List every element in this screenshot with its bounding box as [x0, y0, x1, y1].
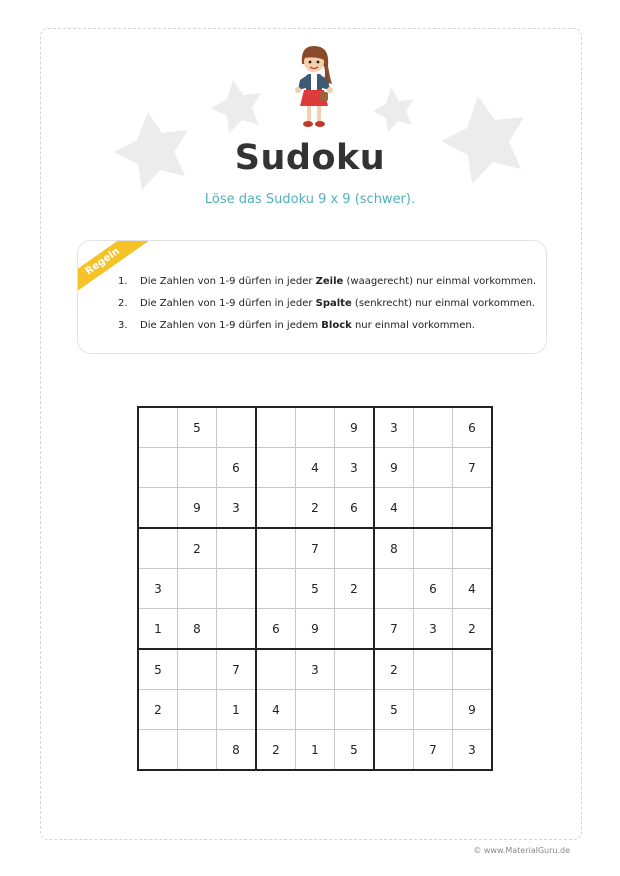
- sudoku-cell[interactable]: [414, 448, 453, 488]
- sudoku-cell: 6: [453, 407, 493, 448]
- rule-item: 3. Die Zahlen von 1-9 dürfen in jedem Block nur einmal vorkommen.: [118, 320, 475, 331]
- sudoku-row: [138, 528, 492, 569]
- sudoku-cell[interactable]: [414, 407, 453, 448]
- sudoku-cell[interactable]: [178, 448, 217, 488]
- sudoku-row: [138, 488, 492, 529]
- sudoku-cell[interactable]: [453, 488, 493, 529]
- sudoku-cell[interactable]: [453, 649, 493, 690]
- sudoku-cell: 3: [414, 609, 453, 650]
- sudoku-cell: 8: [217, 730, 257, 771]
- sudoku-cell[interactable]: [335, 609, 375, 650]
- sudoku-cell: 9: [335, 407, 375, 448]
- sudoku-cell[interactable]: [138, 448, 178, 488]
- sudoku-cell[interactable]: [217, 528, 257, 569]
- sudoku-cell: 3: [138, 569, 178, 609]
- sudoku-cell: 2: [256, 730, 296, 771]
- sudoku-cell[interactable]: [138, 488, 178, 529]
- sudoku-cell[interactable]: [256, 649, 296, 690]
- rules-ribbon: Regeln: [77, 240, 153, 301]
- sudoku-cell: 7: [374, 609, 414, 650]
- sudoku-cell: 4: [256, 690, 296, 730]
- star-icon: [211, 80, 261, 133]
- sudoku-cell: 4: [374, 488, 414, 529]
- rules-box: [77, 240, 547, 354]
- sudoku-cell: 7: [453, 448, 493, 488]
- sudoku-cell: 6: [256, 609, 296, 650]
- sudoku-grid: [137, 406, 484, 763]
- sudoku-cell: 4: [296, 448, 335, 488]
- girl-illustration: [286, 44, 342, 132]
- sudoku-cell[interactable]: [335, 528, 375, 569]
- sudoku-cell: 2: [453, 609, 493, 650]
- sudoku-cell: 2: [335, 569, 375, 609]
- sudoku-cell[interactable]: [335, 649, 375, 690]
- sudoku-cell: 5: [138, 649, 178, 690]
- sudoku-cell[interactable]: [178, 690, 217, 730]
- sudoku-cell[interactable]: [138, 730, 178, 771]
- sudoku-cell[interactable]: [217, 569, 257, 609]
- sudoku-cell: 2: [178, 528, 217, 569]
- sudoku-cell: 6: [414, 569, 453, 609]
- sudoku-cell[interactable]: [217, 609, 257, 650]
- sudoku-cell[interactable]: [296, 407, 335, 448]
- sudoku-cell: 3: [335, 448, 375, 488]
- page-title: Sudoku: [234, 138, 386, 178]
- sudoku-cell: 9: [178, 488, 217, 529]
- sudoku-cell: 5: [374, 690, 414, 730]
- sudoku-cell: 2: [296, 488, 335, 529]
- sudoku-cell: 5: [178, 407, 217, 448]
- sudoku-row: [138, 448, 492, 488]
- sudoku-cell[interactable]: [256, 448, 296, 488]
- star-icon: [373, 88, 414, 132]
- sudoku-cell[interactable]: [178, 730, 217, 771]
- sudoku-table: [137, 406, 493, 771]
- sudoku-cell: 8: [178, 609, 217, 650]
- sudoku-cell: 1: [138, 609, 178, 650]
- sudoku-cell: 7: [296, 528, 335, 569]
- sudoku-cell[interactable]: [256, 528, 296, 569]
- sudoku-row: [138, 407, 492, 448]
- sudoku-cell[interactable]: [138, 407, 178, 448]
- sudoku-cell[interactable]: [256, 569, 296, 609]
- sudoku-cell: 6: [335, 488, 375, 529]
- sudoku-cell[interactable]: [414, 488, 453, 529]
- sudoku-cell[interactable]: [256, 488, 296, 529]
- sudoku-cell: 4: [453, 569, 493, 609]
- sudoku-cell[interactable]: [178, 649, 217, 690]
- sudoku-row: [138, 569, 492, 609]
- sudoku-cell: 5: [335, 730, 375, 771]
- sudoku-cell: 3: [296, 649, 335, 690]
- sudoku-cell[interactable]: [178, 569, 217, 609]
- sudoku-cell: 9: [374, 448, 414, 488]
- sudoku-row: [138, 730, 492, 771]
- sudoku-cell[interactable]: [335, 690, 375, 730]
- sudoku-cell[interactable]: [453, 528, 493, 569]
- sudoku-cell: 2: [374, 649, 414, 690]
- sudoku-cell: 9: [453, 690, 493, 730]
- sudoku-cell[interactable]: [374, 730, 414, 771]
- sudoku-cell[interactable]: [296, 690, 335, 730]
- rule-item: 1. Die Zahlen von 1-9 dürfen in jeder Zeile (waagerecht) nur einmal vorkommen.: [118, 276, 537, 287]
- sudoku-cell: 1: [296, 730, 335, 771]
- sudoku-cell: 6: [217, 448, 257, 488]
- sudoku-cell[interactable]: [256, 407, 296, 448]
- sudoku-cell: 5: [296, 569, 335, 609]
- page-subtitle: Löse das Sudoku 9 x 9 (schwer).: [204, 192, 416, 207]
- sudoku-cell: 8: [374, 528, 414, 569]
- sudoku-row: [138, 649, 492, 690]
- sudoku-cell: 7: [217, 649, 257, 690]
- sudoku-cell: 3: [217, 488, 257, 529]
- sudoku-cell[interactable]: [414, 649, 453, 690]
- sudoku-cell[interactable]: [217, 407, 257, 448]
- sudoku-cell: 2: [138, 690, 178, 730]
- sudoku-cell[interactable]: [138, 528, 178, 569]
- sudoku-row: [138, 609, 492, 650]
- sudoku-row: [138, 690, 492, 730]
- sudoku-cell: 1: [217, 690, 257, 730]
- sudoku-cell[interactable]: [374, 569, 414, 609]
- sudoku-cell: 9: [296, 609, 335, 650]
- sudoku-cell: 7: [414, 730, 453, 771]
- sudoku-cell[interactable]: [414, 690, 453, 730]
- sudoku-cell: 3: [453, 730, 493, 771]
- sudoku-cell: 3: [374, 407, 414, 448]
- sudoku-cell[interactable]: [414, 528, 453, 569]
- rule-item: 2. Die Zahlen von 1-9 dürfen in jeder Spalte (senkrecht) nur einmal vorkommen.: [118, 298, 536, 309]
- rules-list: [118, 271, 536, 337]
- footer-copyright: © www.MaterialGuru.de: [473, 846, 570, 855]
